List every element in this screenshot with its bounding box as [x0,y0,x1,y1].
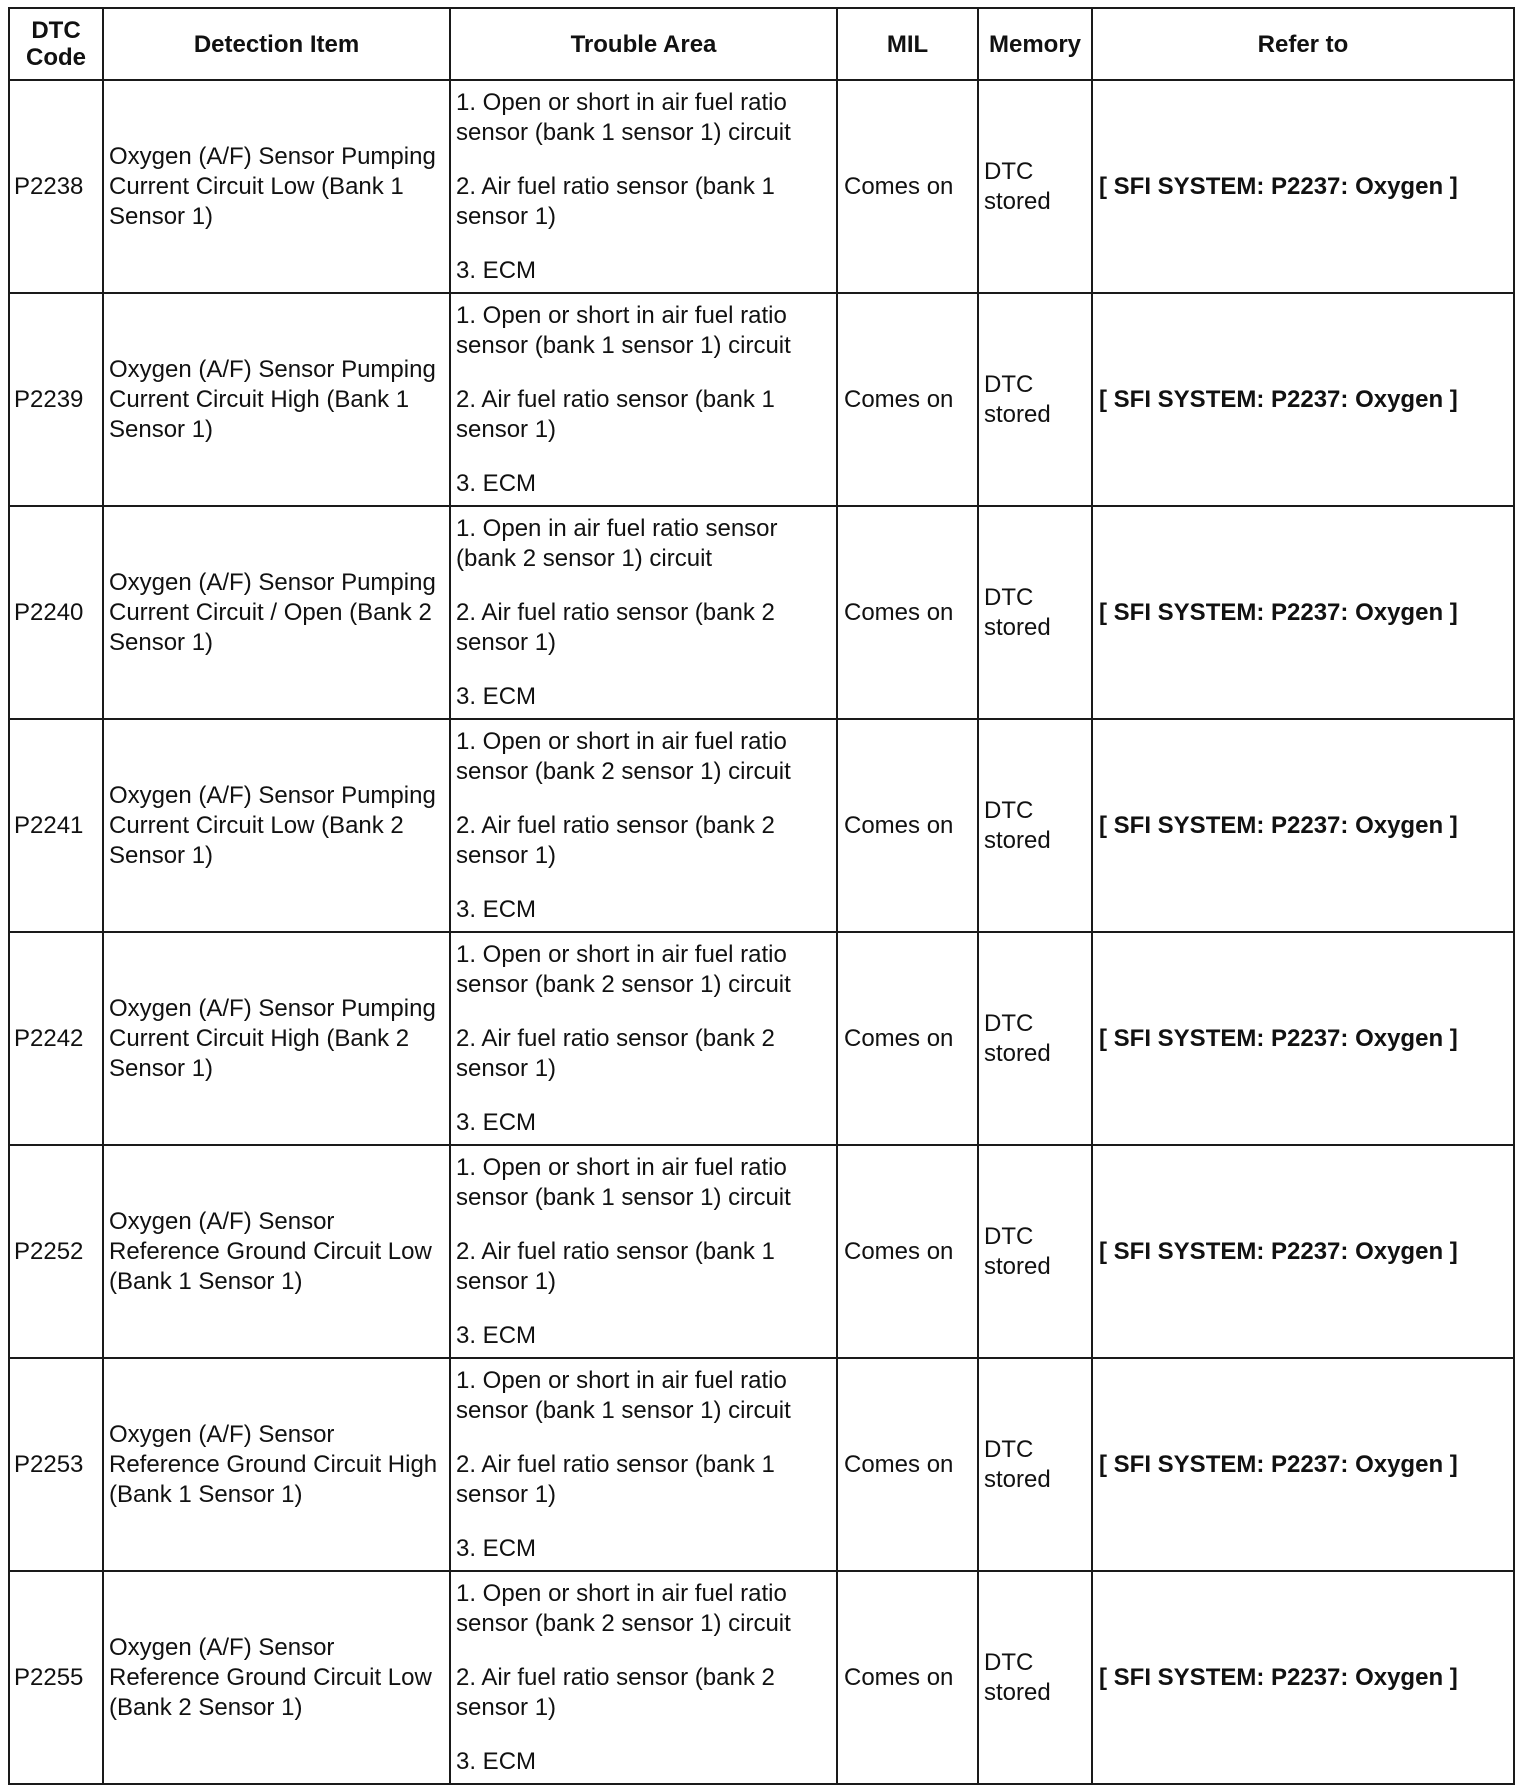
trouble-area-line: 2. Air fuel ratio sensor (bank 2 sensor 1) [456,598,775,656]
trouble-area-line: 1. Open or short in air fuel ratio sensor (bank 2 sensor 1) circuit [456,727,791,785]
dtc-code-cell: P2238 [9,80,103,293]
table-row [9,719,1514,932]
mil-cell: Comes on [837,1145,978,1358]
mil-cell: Comes on [837,293,978,506]
detection-item-cell: Oxygen (A/F) Sensor Pumping Current Circuit Low (Bank 1 Sensor 1) [103,80,450,293]
trouble-area-cell [450,1571,837,1784]
trouble-area-line: 3. ECM [456,1534,537,1562]
dtc-code-cell: P2242 [9,932,103,1145]
trouble-area-line: 2. Air fuel ratio sensor (bank 1 sensor 1) [456,1450,775,1508]
trouble-area-line: 2. Air fuel ratio sensor (bank 2 sensor 1) [456,1024,775,1082]
refer-to-cell: [ SFI SYSTEM: P2237: Oxygen ] [1092,1571,1514,1784]
trouble-area-cell [450,1358,837,1571]
trouble-area-cell [450,80,837,293]
refer-to-cell: [ SFI SYSTEM: P2237: Oxygen ] [1092,1358,1514,1571]
trouble-area-line: 2. Air fuel ratio sensor (bank 1 sensor 1) [456,385,775,443]
table-row [9,932,1514,1145]
header-memory: Memory [978,8,1092,80]
table-row [9,80,1514,293]
memory-cell: DTC stored [978,506,1092,719]
detection-item-cell: Oxygen (A/F) Sensor Reference Ground Circuit Low (Bank 2 Sensor 1) [103,1571,450,1784]
trouble-area-line: 2. Air fuel ratio sensor (bank 1 sensor 1) [456,172,775,230]
trouble-area-line: 3. ECM [456,469,537,497]
trouble-area-line: 1. Open or short in air fuel ratio sensor (bank 1 sensor 1) circuit [456,1153,791,1211]
trouble-area-line: 3. ECM [456,1747,537,1775]
dtc-code-cell: P2241 [9,719,103,932]
mil-cell: Comes on [837,1358,978,1571]
refer-to-cell: [ SFI SYSTEM: P2237: Oxygen ] [1092,932,1514,1145]
trouble-area-cell [450,1145,837,1358]
mil-cell: Comes on [837,1571,978,1784]
table-header-row [9,8,1514,80]
table-row [9,293,1514,506]
table-row [9,506,1514,719]
trouble-area-line: 1. Open or short in air fuel ratio sensor (bank 1 sensor 1) circuit [456,1366,791,1424]
memory-cell: DTC stored [978,719,1092,932]
trouble-area-line: 1. Open or short in air fuel ratio sensor (bank 1 sensor 1) circuit [456,301,791,359]
trouble-area-line: 3. ECM [456,682,537,710]
trouble-area-line: 1. Open or short in air fuel ratio sensor (bank 2 sensor 1) circuit [456,940,791,998]
dtc-table [8,7,1515,1785]
trouble-area-line: 1. Open or short in air fuel ratio sensor (bank 2 sensor 1) circuit [456,1579,791,1637]
header-refer-to: Refer to [1092,8,1514,80]
refer-to-cell: [ SFI SYSTEM: P2237: Oxygen ] [1092,719,1514,932]
detection-item-cell: Oxygen (A/F) Sensor Pumping Current Circuit / Open (Bank 2 Sensor 1) [103,506,450,719]
refer-to-cell: [ SFI SYSTEM: P2237: Oxygen ] [1092,80,1514,293]
detection-item-cell: Oxygen (A/F) Sensor Reference Ground Circuit High (Bank 1 Sensor 1) [103,1358,450,1571]
refer-to-cell: [ SFI SYSTEM: P2237: Oxygen ] [1092,293,1514,506]
memory-cell: DTC stored [978,1358,1092,1571]
table-row [9,1571,1514,1784]
trouble-area-line: 3. ECM [456,1108,537,1136]
mil-cell: Comes on [837,932,978,1145]
table-row [9,1145,1514,1358]
trouble-area-cell [450,719,837,932]
trouble-area-cell [450,506,837,719]
memory-cell: DTC stored [978,293,1092,506]
refer-to-cell: [ SFI SYSTEM: P2237: Oxygen ] [1092,506,1514,719]
memory-cell: DTC stored [978,80,1092,293]
trouble-area-cell [450,932,837,1145]
memory-cell: DTC stored [978,1571,1092,1784]
header-detection-item: Detection Item [103,8,450,80]
header-trouble-area: Trouble Area [450,8,837,80]
trouble-area-line: 1. Open or short in air fuel ratio sensor (bank 1 sensor 1) circuit [456,88,791,146]
trouble-area-line: 3. ECM [456,256,537,284]
dtc-code-cell: P2252 [9,1145,103,1358]
trouble-area-line: 3. ECM [456,1321,537,1349]
mil-cell: Comes on [837,719,978,932]
mil-cell: Comes on [837,80,978,293]
detection-item-cell: Oxygen (A/F) Sensor Reference Ground Circuit Low (Bank 1 Sensor 1) [103,1145,450,1358]
header-mil: MIL [837,8,978,80]
dtc-code-cell: P2239 [9,293,103,506]
dtc-code-cell: P2255 [9,1571,103,1784]
trouble-area-line: 2. Air fuel ratio sensor (bank 1 sensor 1) [456,1237,775,1295]
memory-cell: DTC stored [978,1145,1092,1358]
detection-item-cell: Oxygen (A/F) Sensor Pumping Current Circuit High (Bank 1 Sensor 1) [103,293,450,506]
mil-cell: Comes on [837,506,978,719]
table-row [9,1358,1514,1571]
trouble-area-cell [450,293,837,506]
dtc-code-cell: P2240 [9,506,103,719]
trouble-area-line: 2. Air fuel ratio sensor (bank 2 sensor 1) [456,1663,775,1721]
detection-item-cell: Oxygen (A/F) Sensor Pumping Current Circuit High (Bank 2 Sensor 1) [103,932,450,1145]
memory-cell: DTC stored [978,932,1092,1145]
refer-to-cell: [ SFI SYSTEM: P2237: Oxygen ] [1092,1145,1514,1358]
trouble-area-line: 3. ECM [456,895,537,923]
detection-item-cell: Oxygen (A/F) Sensor Pumping Current Circuit Low (Bank 2 Sensor 1) [103,719,450,932]
trouble-area-line: 1. Open in air fuel ratio sensor (bank 2 sensor 1) circuit [456,514,778,572]
header-dtc-code: DTC Code [9,8,103,80]
dtc-code-cell: P2253 [9,1358,103,1571]
trouble-area-line: 2. Air fuel ratio sensor (bank 2 sensor 1) [456,811,775,869]
